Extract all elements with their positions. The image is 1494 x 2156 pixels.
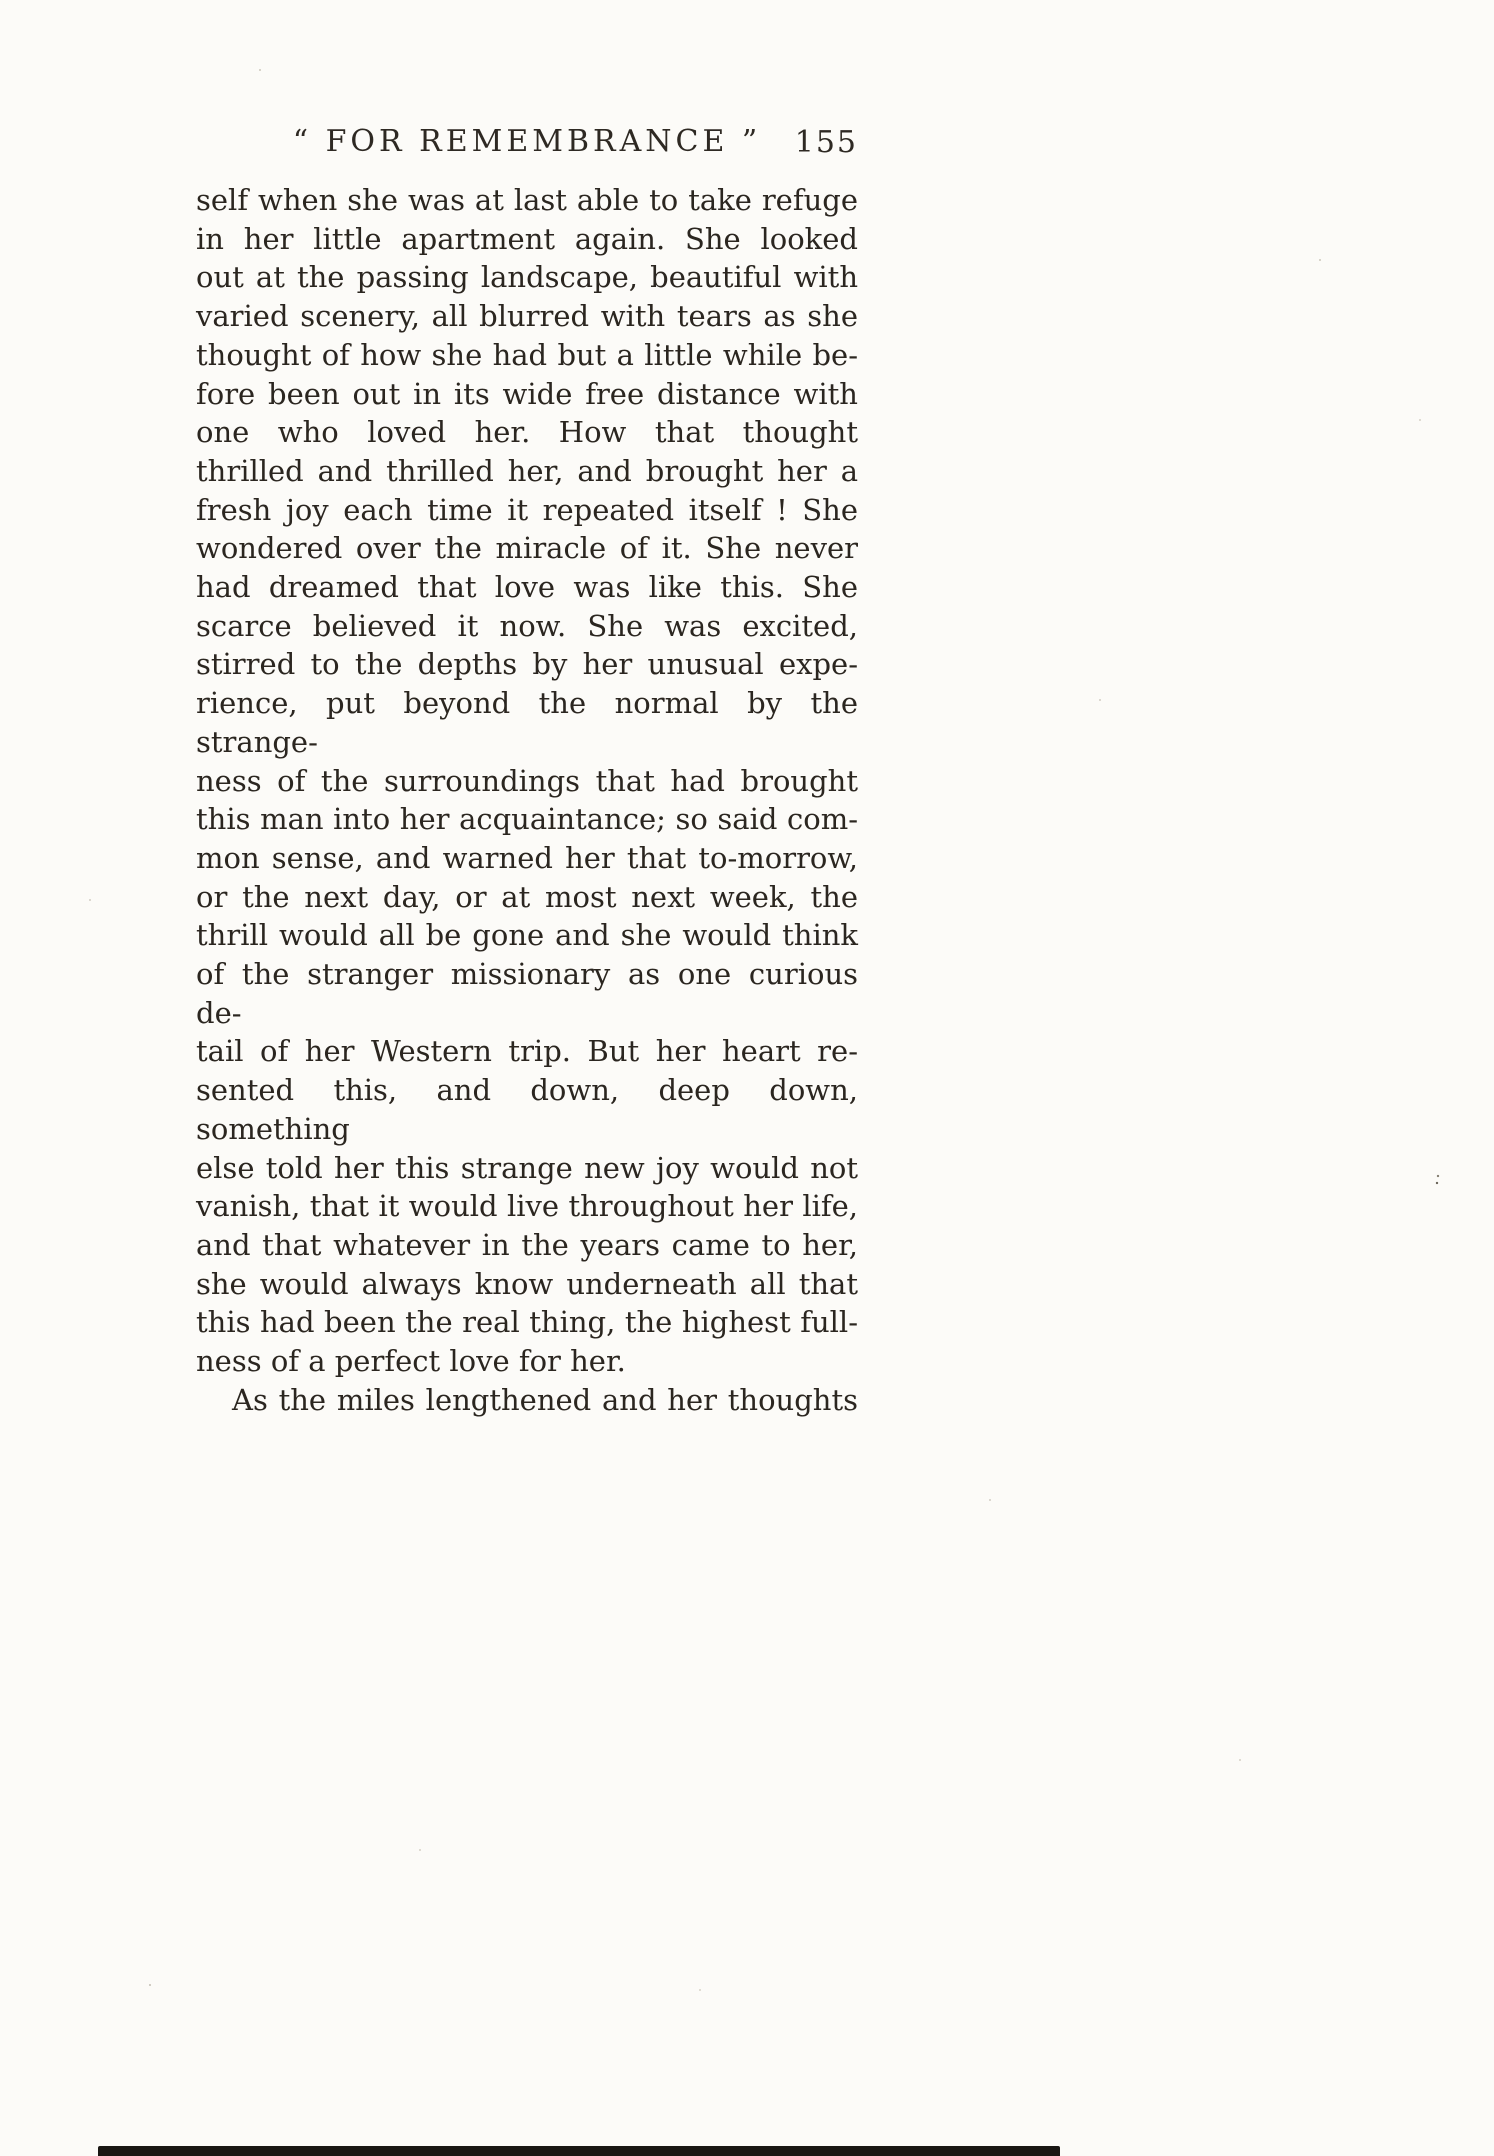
text-line: or the next day, or at most next week, the <box>196 879 858 914</box>
text-line: this man into her acquaintance; so said com- <box>196 802 858 837</box>
text-line: else told her this strange new joy would not <box>196 1150 858 1185</box>
text-line: scarce believed it now. She was excited, <box>196 608 858 643</box>
text-line: stirred to the depths by her unusual expe- <box>196 647 858 682</box>
text-line: she would always know underneath all that <box>196 1266 858 1301</box>
text-line: thrill would all be gone and she would think <box>196 918 858 953</box>
text-line: this had been the real thing, the highest full- <box>196 1305 858 1340</box>
running-title: “ FOR REMEMBRANCE ” <box>292 124 762 159</box>
page-number: 155 <box>794 125 858 160</box>
text-line: rience, put beyond the normal by the strange- <box>196 686 858 759</box>
text-line: ness of a perfect love for her. <box>196 1344 626 1379</box>
page-header <box>196 124 858 168</box>
text-line: out at the passing landscape, beautiful with <box>196 260 858 295</box>
text-line: thrilled and thrilled her, and brought her a <box>196 453 858 488</box>
text-line: sented this, and down, deep down, something <box>196 1073 858 1146</box>
text-line: thought of how she had but a little while be- <box>196 337 858 372</box>
text-line: in her little apartment again. She looked <box>196 221 858 256</box>
text-line: As the miles lengthened and her thoughts <box>232 1382 858 1417</box>
text-line: had dreamed that love was like this. She <box>196 570 858 605</box>
text-line: ness of the surroundings that had brought <box>196 763 858 798</box>
text-line: varied scenery, all blurred with tears as she <box>196 299 858 334</box>
body-text <box>196 181 858 1420</box>
text-line: vanish, that it would live throughout her life, <box>196 1189 858 1224</box>
scan-edge-artifact <box>98 2146 1060 2156</box>
text-line: tail of her Western trip. But her heart re- <box>196 1034 858 1069</box>
text-line: self when she was at last able to take refuge <box>196 183 858 217</box>
text-line: mon sense, and warned her that to-morrow, <box>196 840 858 875</box>
text-line: of the stranger missionary as one curious de- <box>196 957 858 1030</box>
text-line: fore been out in its wide free distance with <box>196 376 858 411</box>
text-line: and that whatever in the years came to her, <box>196 1227 858 1262</box>
text-line: one who loved her. How that thought <box>196 415 858 450</box>
text-line: fresh joy each time it repeated itself ! She <box>196 492 858 527</box>
text-line: wondered over the miracle of it. She never <box>196 531 858 566</box>
